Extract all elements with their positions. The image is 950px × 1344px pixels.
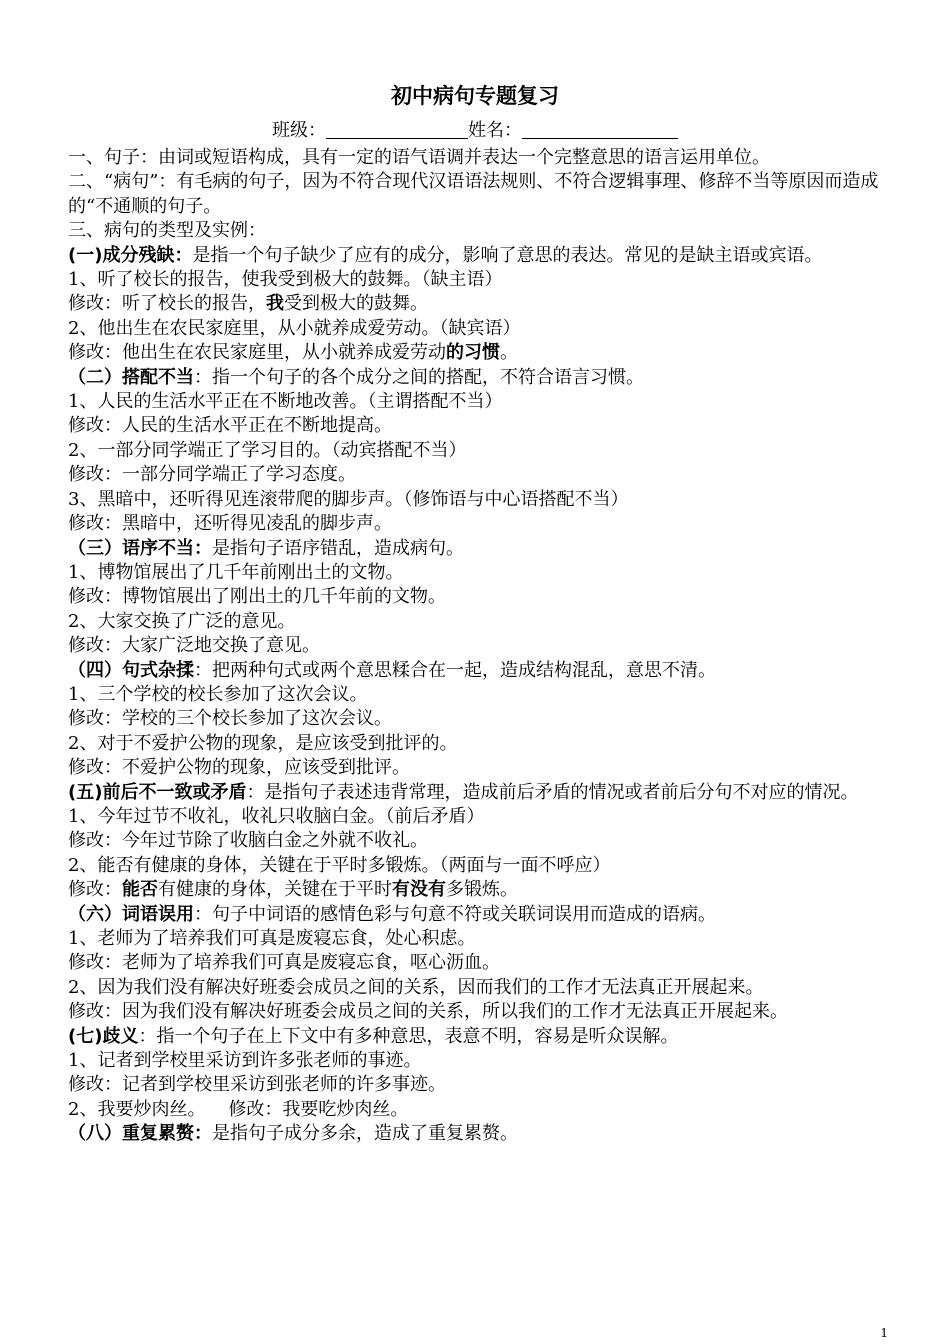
- correction: 修改：一部分同学端正了学习态度。: [68, 464, 356, 486]
- correction: 修改：学校的三个校长参加了这次会议。: [68, 708, 392, 730]
- example: 2、大家交换了广泛的意见。: [68, 610, 296, 632]
- section-4-heading: （四）句式杂揉：把两种句式或两个意思糅合在一起，造成结构混乱，意思不清。: [68, 659, 716, 681]
- name-blank[interactable]: [522, 118, 678, 139]
- example: 1、三个学校的校长参加了这次会议。: [68, 683, 368, 705]
- intro-types: 三、病句的类型及实例：: [68, 220, 266, 242]
- intro-bad-sentence: 二、“病句”：有毛病的句子，因为不符合现代汉语语法规则、不符合逻辑事理、修辞不当等原因而造成的“不通顺的句子。: [68, 171, 879, 217]
- correction: 修改：他出生在农民家庭里，从小就养成爱劳动的习惯。: [68, 342, 518, 364]
- class-blank[interactable]: [326, 118, 468, 139]
- example: 1、记者到学校里采访到许多张老师的事迹。: [68, 1050, 422, 1072]
- example: 3、黑暗中，还听得见连滚带爬的脚步声。（修饰语与中心语搭配不当）: [68, 488, 629, 510]
- correction: 修改：博物馆展出了刚出土的几千年前的文物。: [68, 586, 446, 608]
- correction: 修改：大家广泛地交换了意见。: [68, 635, 320, 657]
- example: 1、今年过节不收礼，收礼只收脑白金。（前后矛盾）: [68, 805, 485, 827]
- example: 2、因为我们没有解决好班委会成员之间的关系，因而我们的工作才无法真正开展起来。: [68, 976, 764, 998]
- correction: 修改：听了校长的报告，我受到极大的鼓舞。: [68, 293, 428, 315]
- section-3-heading: （三）语序不当：是指句子语序错乱，造成病句。: [68, 537, 464, 559]
- section-6-title: （六）词语误用: [68, 903, 194, 925]
- example: 2、一部分同学端正了学习目的。（动宾搭配不当）: [68, 439, 467, 461]
- page-number: 1: [880, 1326, 888, 1340]
- correction: 修改：能否有健康的身体，关键在于平时有没有多锻炼。: [68, 879, 518, 901]
- section-5-heading: (五)前后不一致或矛盾：是指句子表述违背常理，造成前后矛盾的情况或者前后分句不对应的情况。: [68, 781, 859, 803]
- example: 2、对于不爱护公物的现象，是应该受到批评的。: [68, 732, 458, 754]
- section-2-heading: （二）搭配不当：指一个句子的各个成分之间的搭配，不符合语言习惯。: [68, 366, 644, 388]
- section-7-heading: (七)歧义：指一个句子在上下文中有多种意思，表意不明，容易是听众误解。: [68, 1025, 679, 1047]
- class-name-line: [0, 118, 950, 144]
- example: 2、他出生在农民家庭里，从小就养成爱劳动。（缺宾语）: [68, 317, 521, 339]
- section-4-title: （四）句式杂揉: [68, 659, 194, 681]
- section-6-heading: （六）词语误用：句子中词语的感情色彩与句意不符或关联词误用而造成的语病。: [68, 903, 716, 925]
- example: 2、我要炒肉丝。 修改：我要吃炒肉丝。: [68, 1098, 409, 1120]
- document-body: [68, 146, 888, 1147]
- section-8-heading: （八）重复累赘：是指句子成分多余，造成了重复累赘。: [68, 1123, 518, 1145]
- example: 1、博物馆展出了几千年前刚出土的文物。: [68, 561, 404, 583]
- section-2-title: （二）搭配不当: [68, 366, 194, 388]
- example: 1、听了校长的报告，使我受到极大的鼓舞。（缺主语）: [68, 269, 503, 291]
- correction: 修改：今年过节除了收脑白金之外就不收礼。: [68, 830, 428, 852]
- class-label: 班级：: [272, 120, 326, 141]
- section-8-title: （八）重复累赘：: [68, 1123, 212, 1145]
- example: 2、能否有健康的身体，关键在于平时多锻炼。（两面与一面不呼应）: [68, 854, 611, 876]
- name-label: 姓名：: [468, 120, 522, 141]
- page-title: 初中病句专题复习: [391, 83, 559, 108]
- correction: 修改：记者到学校里采访到张老师的许多事迹。: [68, 1074, 446, 1096]
- example: 1、老师为了培养我们可真是废寝忘食，处心积虑。: [68, 928, 476, 949]
- section-5-title: (五)前后不一致或矛盾: [68, 781, 247, 803]
- section-1-title: (一)成分残缺：: [68, 244, 193, 266]
- correction: 修改：老师为了培养我们可真是废寝忘食，呕心沥血。: [68, 952, 500, 974]
- correction: 修改：因为我们没有解决好班委会成员之间的关系，所以我们的工作才无法真正开展起来。: [68, 1001, 788, 1023]
- correction: 修改：黑暗中，还听得见凌乱的脚步声。: [68, 513, 392, 535]
- correction: 修改：人民的生活水平正在不断地提高。: [68, 415, 392, 437]
- example: 1、人民的生活水平正在不断地改善。（主谓搭配不当）: [68, 391, 503, 413]
- section-3-title: （三）语序不当：: [68, 537, 212, 559]
- intro-definition: 一、句子：由词或短语构成，具有一定的语气语调并表达一个完整意思的语言运用单位。: [68, 147, 770, 168]
- section-7-title: (七)歧义: [68, 1025, 139, 1047]
- section-1-heading: (一)成分残缺：是指一个句子缺少了应有的成分，影响了意思的表达。常见的是缺主语或宾语。: [68, 244, 823, 266]
- correction: 修改：不爱护公物的现象，应该受到批评。: [68, 757, 410, 779]
